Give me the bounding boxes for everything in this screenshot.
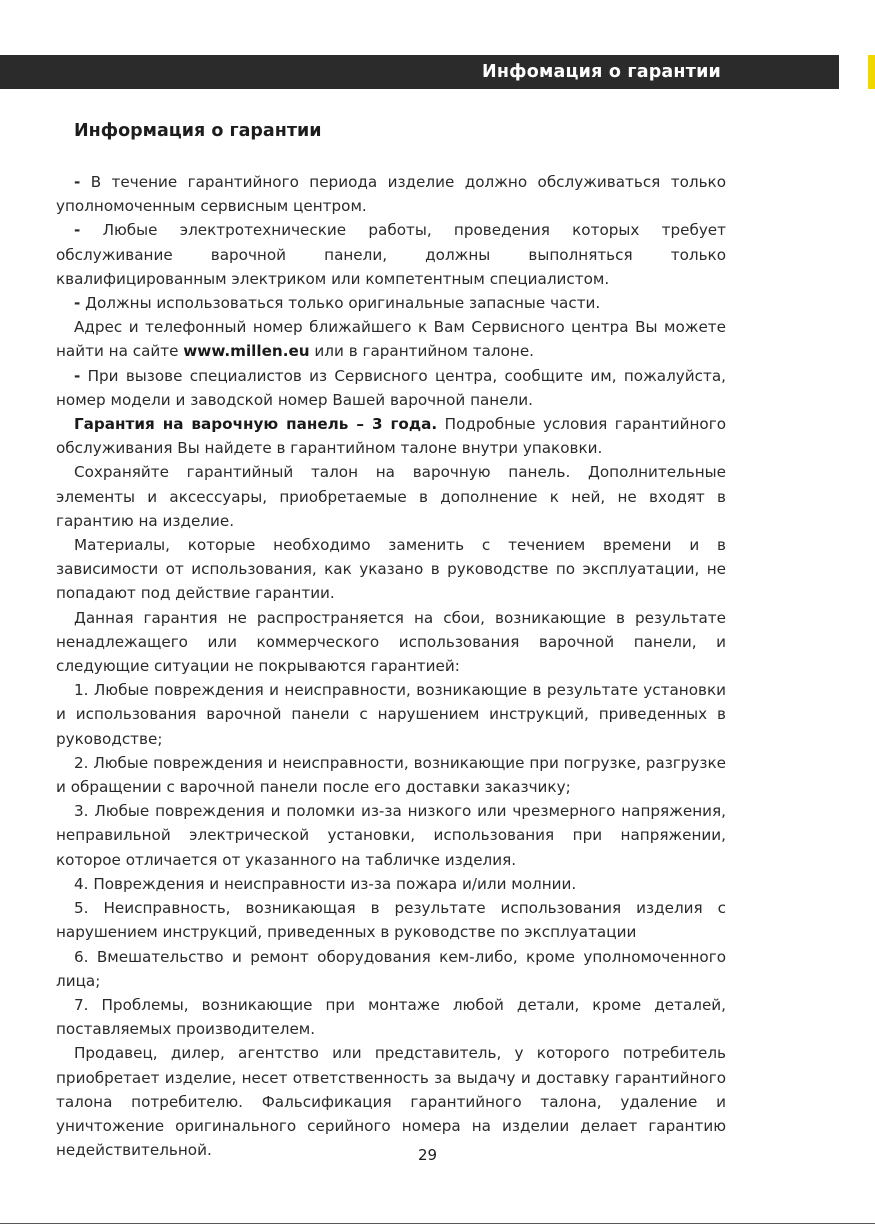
website-link[interactable]: www.millen.eu (183, 342, 310, 361)
dash-marker: - (74, 221, 81, 240)
dash-marker: - (74, 366, 81, 385)
paragraph (56, 218, 726, 291)
paragraph (56, 170, 726, 218)
list-item: 5. Неисправность, возникающая в результате использования изделия с нарушением инструкций, приведенных в руководстве по эксплуатации (56, 899, 726, 942)
paragraph: Материалы, которые необходимо заменить с течением времени и в зависимости от использования, как указано в руководстве по эксплуатации, не попадают под действие гарантии. (56, 536, 726, 603)
paragraph-text: Подробные условия гарантийного обслуживания Вы найдете в гарантийном талоне внутри упаковки. (56, 415, 726, 458)
warranty-period: Гарантия на варочную панель – 3 года. (74, 415, 438, 434)
body-text (56, 170, 726, 1162)
paragraph (56, 315, 726, 363)
paragraph: Продавец, дилер, агентство или представитель, у которого потребитель приобретает изделие, несет ответственность за выдачу и доставку гарантийного талона потребителю. Фальсификация гарантийного талона, удаление и уничтожение оригинального серийного номера на изделии делает гарантию недействительной. (56, 1044, 726, 1160)
paragraph (56, 291, 726, 315)
paragraph: Сохраняйте гарантийный талон на варочную панель. Дополнительные элементы и аксессуары, приобретаемые в дополнение к ней, не входят в гарантию на изделие. (56, 463, 726, 530)
paragraph-text: Адрес и телефонный номер ближайшего к Вам Сервисного центра Вы можете найти на сайте (56, 318, 726, 361)
list-item: 7. Проблемы, возникающие при монтаже любой детали, кроме деталей, поставляемых производителем. (56, 995, 726, 1039)
list-item: 4. Повреждения и неисправности из-за пожара и/или молнии. (74, 874, 577, 893)
paragraph (56, 412, 726, 460)
accent-bar (868, 55, 875, 89)
paragraph-text: Любые электротехнические работы, проведения которых требует обслуживание варочной панели, должны выполняться только квалифицированным электриком или компетентным специалистом. (56, 221, 726, 288)
paragraph-text: В течение гарантийного периода изделие должно обслуживаться только уполномоченным сервисным центром. (56, 173, 726, 216)
dash-marker: - (74, 173, 81, 191)
paragraph (56, 364, 726, 412)
paragraph: Данная гарантия не распространяется на сбои, возникающие в результате ненадлежащего или коммерческого использования варочной панели, и следующие ситуации не покрываются гарантией: (56, 608, 726, 676)
list-item: 6. Вмешательство и ремонт оборудования кем-либо, кроме уполномоченного лица; (56, 947, 726, 990)
page-number: 29 (417, 1146, 438, 1164)
dash-marker: - (74, 294, 81, 313)
header-title: Инфомация о гарантии (482, 62, 721, 82)
header-band (0, 55, 839, 89)
paragraph-text: или в гарантийном талоне. (309, 342, 534, 361)
bottom-rule (0, 1223, 875, 1224)
list-item: 1. Любые повреждения и неисправности, возникающие в результате установки и использования варочной панели с нарушением инструкций, приведенных в руководстве; (56, 681, 726, 748)
paragraph-text: Должны использоваться только оригинальные запасные части. (80, 294, 601, 313)
paragraph-text: При вызове специалистов из Сервисного центра, сообщите им, пожалуйста, номер модели и заводской номер Вашей варочной панели. (56, 366, 726, 409)
list-item: 3. Любые повреждения и поломки из-за низкого или чрезмерного напряжения, неправильной электрической установки, использования при напряжении, которое отличается от указанного на табличке изделия. (56, 802, 726, 869)
section-title: Информация о гарантии (74, 121, 322, 141)
list-item: 2. Любые повреждения и неисправности, возникающие при погрузке, разгрузке и обращении с варочной панели после его доставки заказчику; (56, 753, 726, 797)
